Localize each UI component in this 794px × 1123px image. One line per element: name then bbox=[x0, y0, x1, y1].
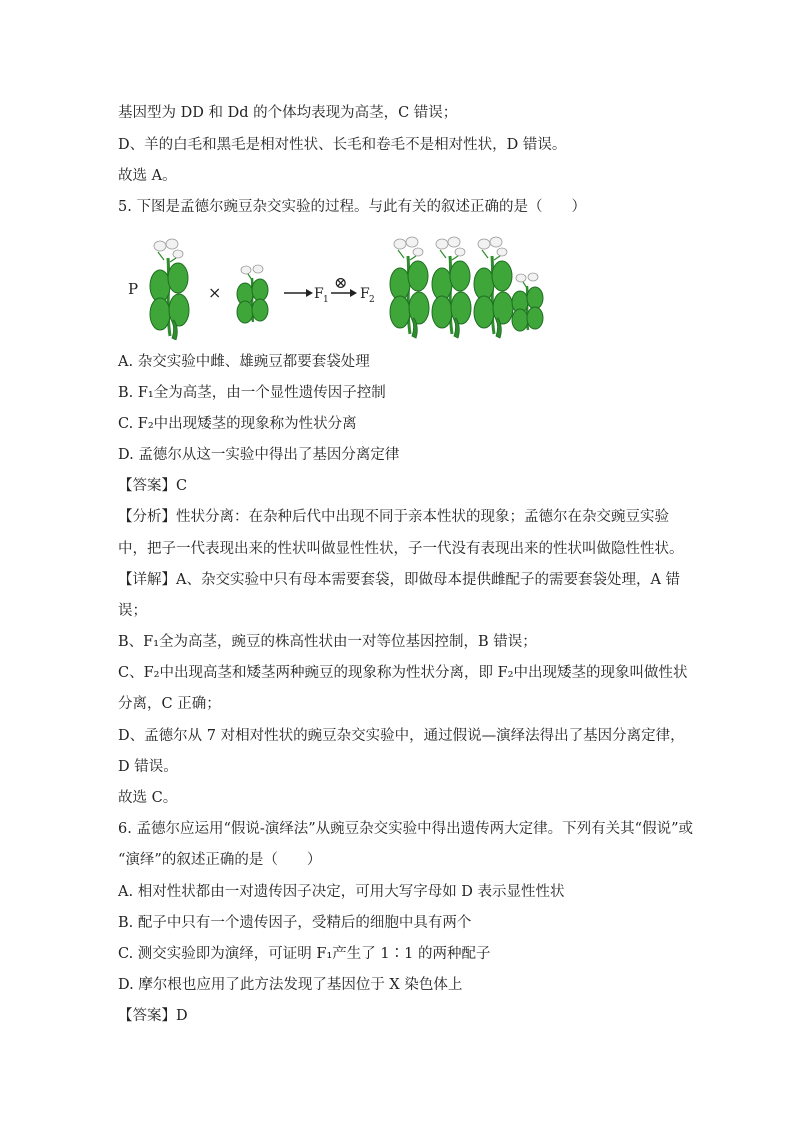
answer-label: 【答案】C bbox=[118, 478, 188, 494]
f2-tall-plant bbox=[390, 237, 429, 338]
text-line: D、羊的白毛和黑毛是相对性状、长毛和卷毛不是相对性状，D 错误。 bbox=[118, 137, 567, 153]
question-6-stem: 6. 孟德尔应运用“假说-演绎法”从豌豆杂交实验中得出遗传两大定律。下列有关其“假说”或 bbox=[118, 821, 693, 837]
analysis-text: 中，把子一代表现出来的性状叫做显性性状，子一代没有表现出来的性状叫做隐性性状。 bbox=[118, 541, 684, 557]
f2-tall-plant bbox=[432, 237, 471, 338]
option-d: D. 孟德尔从这一实验中得出了基因分离定律 bbox=[118, 447, 400, 463]
question-5-stem: 5. 下图是孟德尔豌豆杂交实验的过程。与此有关的叙述正确的是（ ） bbox=[118, 199, 586, 215]
option-a: A. 相对性状都由一对遗传因子决定，可用大写字母如 D 表示显性性状 bbox=[118, 884, 565, 900]
analysis-text: 【分析】性状分离：在杂种后代中出现不同于亲本性状的现象；孟德尔在杂交豌豆实验 bbox=[118, 509, 669, 525]
option-a: A. 杂交实验中雌、雄豌豆都要套袋处理 bbox=[118, 354, 370, 370]
short-parent-plant bbox=[237, 265, 268, 323]
selfing-symbol: ⊗ bbox=[334, 273, 348, 292]
text-line: 基因型为 DD 和 Dd 的个体均表现为高茎，C 错误； bbox=[118, 105, 458, 121]
f2-label: F bbox=[360, 286, 370, 302]
detail-text: 分离，C 正确； bbox=[118, 696, 221, 712]
option-b: B. 配子中只有一个遗传因子，受精后的细胞中具有两个 bbox=[118, 915, 472, 931]
f2-short-plant bbox=[512, 273, 543, 331]
f1-subscript: 1 bbox=[323, 295, 329, 305]
option-c: C. 测交实验即为演绎，可证明 F₁产生了 1∶1 的两种配子 bbox=[118, 946, 491, 962]
detail-text: D 错误。 bbox=[118, 759, 178, 775]
option-b: B. F₁全为高茎，由一个显性遗传因子控制 bbox=[118, 385, 386, 401]
detail-text: C、F₂中出现高茎和矮茎两种豌豆的现象称为性状分离，即 F₂中出现矮茎的现象叫做性状 bbox=[118, 665, 688, 681]
question-6-stem: “演绎”的叙述正确的是（ ） bbox=[118, 852, 322, 868]
f1-label: F bbox=[314, 286, 324, 302]
text-line: 故选 C。 bbox=[118, 790, 178, 806]
answer-label: 【答案】D bbox=[118, 1008, 188, 1024]
cross-symbol: × bbox=[208, 283, 222, 302]
f2-subscript: 2 bbox=[369, 295, 375, 305]
option-d: D. 摩尔根也应用了此方法发现了基因位于 X 染色体上 bbox=[118, 977, 463, 993]
tall-parent-plant bbox=[150, 239, 189, 340]
mendel-cross-figure bbox=[118, 232, 558, 340]
f2-tall-plant bbox=[474, 237, 513, 338]
option-c: C. F₂中出现矮茎的现象称为性状分离 bbox=[118, 416, 357, 432]
text-line: 故选 A。 bbox=[118, 168, 177, 184]
pea-cross-diagram bbox=[118, 232, 558, 340]
detail-text: D、孟德尔从 7 对相对性状的豌豆杂交实验中，通过假说—演绎法得出了基因分离定律， bbox=[118, 728, 685, 744]
detail-text: 【详解】A、杂交实验中只有母本需要套袋，即做母本提供雌配子的需要套袋处理，A 错 bbox=[118, 572, 681, 588]
detail-text: 误； bbox=[118, 603, 147, 619]
arrow-to-f1 bbox=[284, 289, 313, 297]
detail-text: B、F₁全为高茎，豌豆的株高性状由一对等位基因控制，B 错误； bbox=[118, 634, 537, 650]
parent-label: P bbox=[128, 280, 139, 298]
